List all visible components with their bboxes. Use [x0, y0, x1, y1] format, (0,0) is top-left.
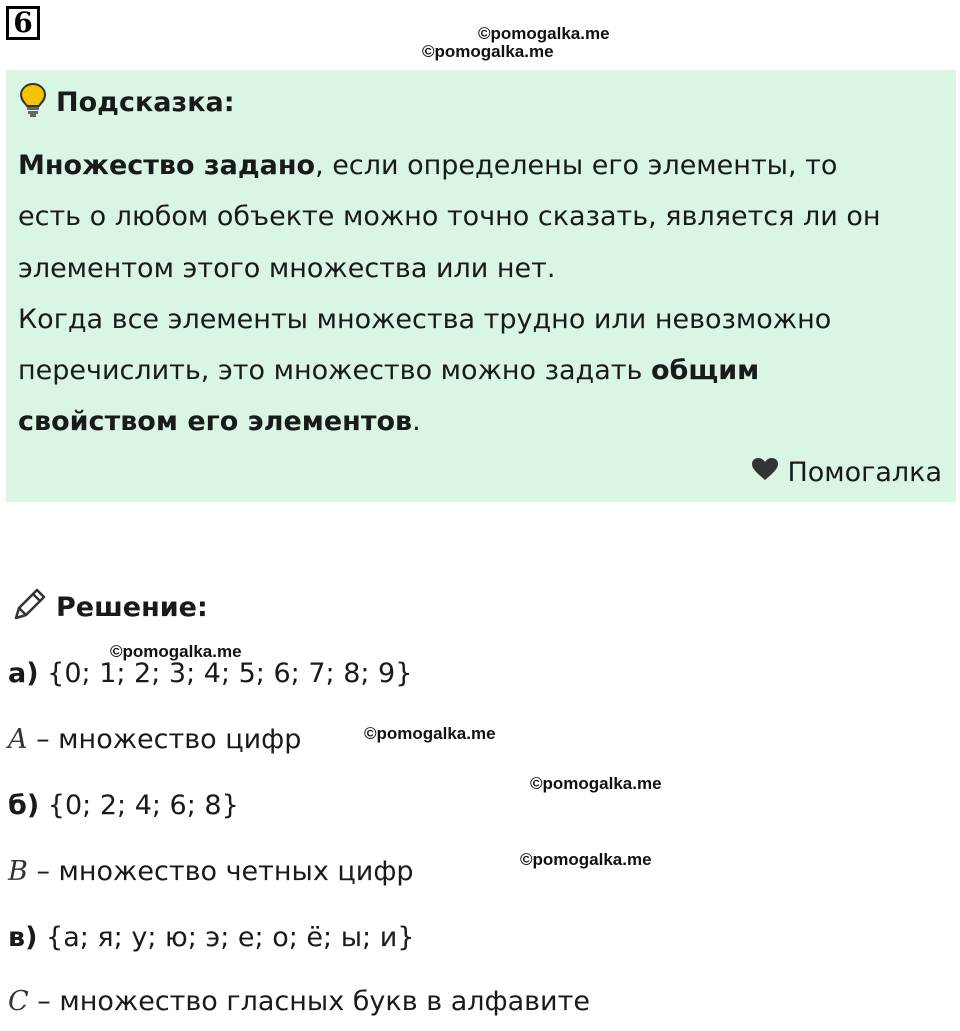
solution-title: Решение: [56, 591, 208, 623]
hint-line-6: свойством его элементов. [18, 406, 421, 437]
solution-item-a-set: а) {0; 1; 2; 3; 4; 5; 6; 7; 8; 9} [8, 658, 413, 689]
solution-item-b-desc: B – множество четных цифр [8, 856, 414, 887]
lightbulb-icon [18, 82, 48, 122]
signature [751, 457, 942, 488]
watermark: ©pomogalka.me [478, 24, 610, 43]
watermark: ©pomogalka.me [422, 42, 554, 61]
watermark: ©pomogalka.me [364, 724, 496, 743]
watermark: ©pomogalka.me [110, 642, 242, 661]
hint-line-2: есть о любом объекте можно точно сказать, является ли он [18, 201, 881, 232]
hint-line-4: Когда все элементы множества трудно или невозможно [18, 304, 832, 335]
solution-item-c-set: в) {а; я; у; ю; э; е; о; ё; ы; и} [8, 922, 415, 953]
hint-line-5: перечислить, это множество можно задать общим [18, 355, 760, 386]
hint-line-1: Множество задано, если определены его элементы, то [18, 150, 838, 181]
watermark: ©pomogalka.me [530, 774, 662, 793]
solution-item-b-set: б) {0; 2; 4; 6; 8} [8, 790, 239, 821]
solution-header [10, 586, 208, 628]
watermark: ©pomogalka.me [520, 850, 652, 869]
pencil-icon [10, 586, 48, 628]
heart-icon [751, 457, 779, 488]
solution-item-a-desc: A – множество цифр [8, 724, 302, 755]
signature-text: Помогалка [787, 457, 942, 488]
solution-item-c-desc: C – множество гласных букв в алфавите [8, 986, 590, 1017]
hint-title: Подсказка: [56, 86, 235, 118]
hint-line-3: элементом этого множества или нет. [18, 253, 556, 284]
hint-box [6, 70, 956, 502]
problem-number: 6 [6, 6, 40, 40]
hint-header [18, 82, 235, 122]
